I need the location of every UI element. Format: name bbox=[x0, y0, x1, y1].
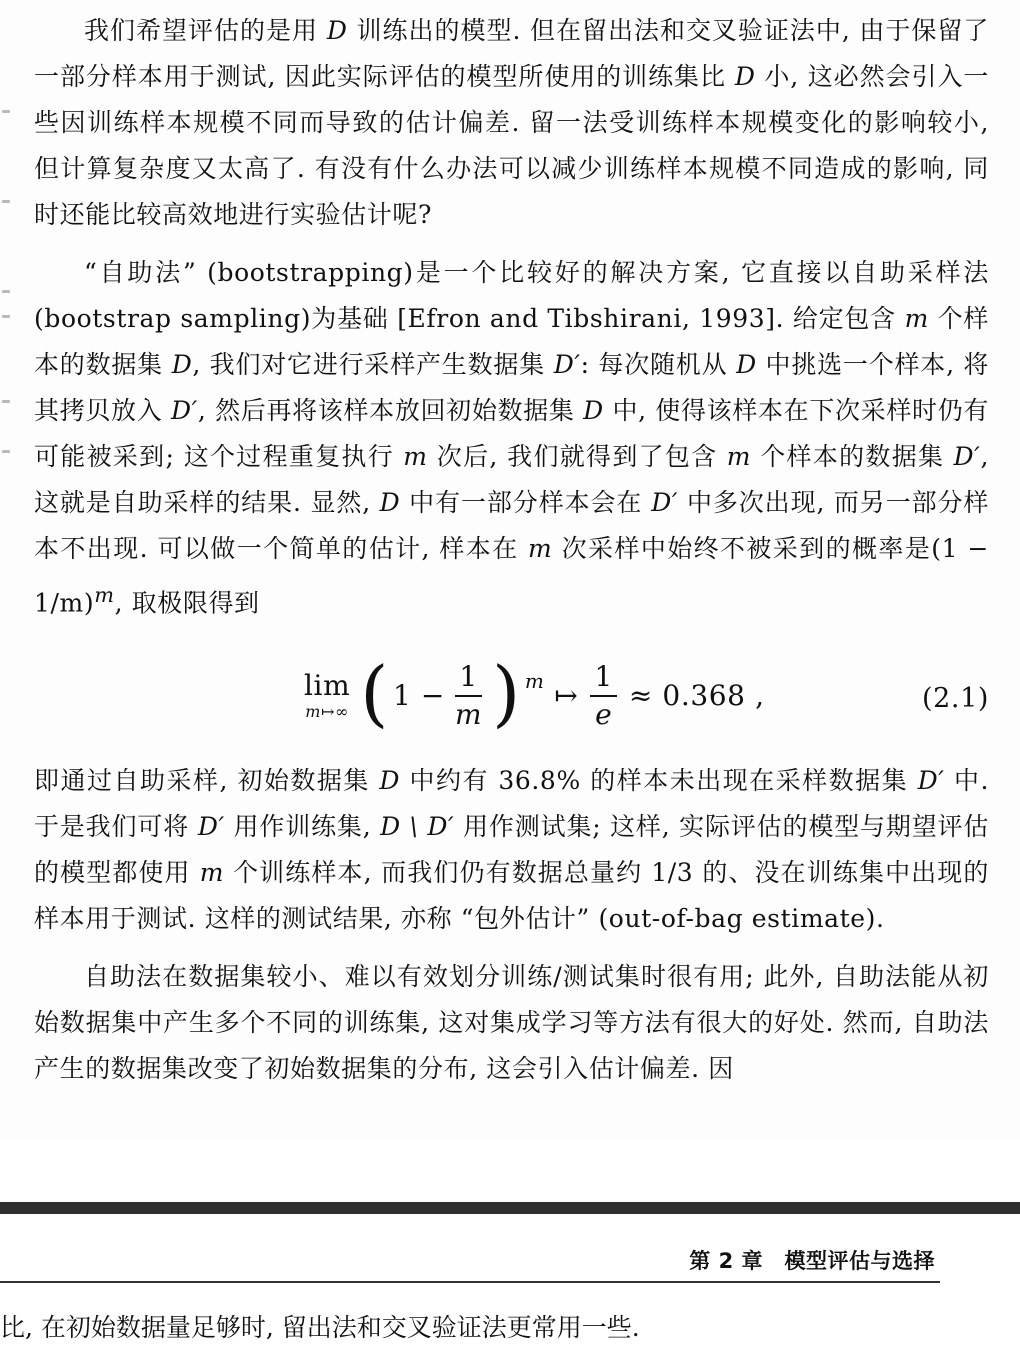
margin-mark bbox=[2, 450, 10, 453]
body-text bbox=[34, 8, 989, 1104]
text-span: 个样本的数据集 bbox=[751, 442, 954, 471]
text-span: 即通过自助采样, 初始数据集 bbox=[34, 766, 380, 796]
page-header bbox=[0, 1245, 1020, 1281]
text-span: 用作训练集, bbox=[224, 812, 381, 842]
close-paren: ) bbox=[492, 651, 521, 736]
text-span: , 取极限得到 bbox=[114, 588, 260, 618]
page-separator-band bbox=[0, 1202, 1020, 1214]
parenthesized-expression bbox=[360, 651, 545, 736]
margin-mark bbox=[2, 110, 10, 113]
math-variable: m bbox=[527, 534, 553, 563]
equation-approx-value: ≈ 0.368 , bbox=[628, 679, 765, 713]
math-variable: m bbox=[904, 304, 929, 333]
text-span: 个样本的数据集 bbox=[34, 304, 989, 379]
text-span: 次采样中始终不被采到的概率是 bbox=[552, 534, 932, 563]
margin-scan-marks bbox=[2, 100, 14, 480]
text-span: 训练出的模型. 但在留出法和交叉验证法中, 由于保留了一部分样本用于测试, 因此实际评估的模型所使用的训练集比 bbox=[34, 16, 989, 91]
text-span: 用作测试集; 这样, 实际评估的模型与期望评估的模型都使用 bbox=[34, 812, 989, 888]
inline-formula: (1 − 1/m) bbox=[34, 534, 989, 618]
limit-label: lim bbox=[304, 669, 351, 703]
text-span: 我们希望评估的是用 bbox=[84, 16, 327, 45]
math-variable: D bbox=[379, 766, 401, 796]
math-variable: D bbox=[326, 16, 348, 45]
text-span: 小, 这必然会引入一些因训练样本规模不同而导致的估计偏差. 留一法受训练样本规模变化的影响较小, 但计算复杂度又太高了. 有没有什么办法可以减少训练样本规模不同造成的影响, 同时还能比较高效地进行实验估计呢? bbox=[34, 62, 989, 229]
margin-mark bbox=[2, 200, 10, 203]
header-rule bbox=[0, 1281, 940, 1283]
math-variable: m bbox=[726, 442, 752, 471]
math-variable: D′ bbox=[651, 488, 679, 517]
equation-number: (2.1) bbox=[921, 683, 989, 715]
mapsto-symbol: ↦ bbox=[554, 679, 579, 713]
math-variable: D′ bbox=[197, 812, 225, 842]
paragraph-3 bbox=[34, 758, 989, 942]
text-span: , 这就是自助采样的结果. 显然, bbox=[34, 442, 989, 517]
math-variable: D′ bbox=[171, 396, 198, 425]
math-variable: m bbox=[403, 442, 428, 471]
text-span: 中多次出现, 而另一部分样本不出现. 可以做一个简单的估计, 样本在 bbox=[34, 488, 990, 563]
paragraph-1 bbox=[34, 8, 989, 238]
math-variable: D bbox=[736, 350, 757, 379]
math-variable: D \ D′ bbox=[380, 812, 455, 842]
paragraph-4 bbox=[34, 954, 989, 1092]
open-paren: ( bbox=[360, 651, 389, 736]
math-variable: D′ bbox=[953, 442, 981, 471]
text-span: 中挑选一个样本, 将其拷贝放入 bbox=[34, 350, 989, 425]
margin-mark bbox=[2, 290, 10, 293]
text-span: “自助法” (bootstrapping)是一个比较好的解决方案, 它直接以自助采样法(bootstrap sampling)为基础 [Efron and Tibshirani, 1993]. 给定包含 bbox=[34, 258, 989, 333]
equation-exponent: m bbox=[524, 669, 545, 694]
margin-mark bbox=[2, 315, 10, 318]
paragraph-2 bbox=[34, 250, 989, 626]
fraction-numerator: 1 bbox=[590, 663, 616, 697]
text-span: , 然后再将该样本放回初始数据集 bbox=[197, 396, 584, 425]
text-span: 次后, 我们就得到了包含 bbox=[427, 442, 727, 471]
inline-exponent: m bbox=[94, 583, 115, 607]
text-span: 中约有 36.8% 的样本未出现在采样数据集 bbox=[400, 766, 918, 796]
text-span: 自助法在数据集较小、难以有效划分训练/测试集时很有用; 此外, 自助法能从初始数据集中产生多个不同的训练集, 这对集成学习等方法有很大的好处. 然而, 自助法产生的数据集改变了初始数据集的分布, 这会引入估计偏差. 因 bbox=[34, 962, 989, 1084]
equation-term: 1 − bbox=[392, 679, 445, 713]
chapter-header: 第 2 章 模型评估与选择 bbox=[689, 1249, 935, 1273]
limit-operator bbox=[304, 669, 351, 722]
text-span: 个训练样本, 而我们仍有数据总量约 1/3 的、没在训练集中出现的样本用于测试. 这样的测试结果, 亦称 “包外估计” (out-of-bag estimate). bbox=[34, 858, 989, 934]
math-variable: D′ bbox=[917, 766, 945, 796]
math-variable: D bbox=[734, 62, 756, 91]
math-variable: D bbox=[171, 350, 193, 379]
fraction-denominator: e bbox=[595, 698, 613, 732]
text-span: : 每次随机从 bbox=[580, 350, 737, 379]
equation-2-1 bbox=[34, 638, 989, 746]
text-span: 中, 使得该样本在下次采样时仍有可能被采到; 这个过程重复执行 bbox=[34, 396, 989, 471]
fraction-one-over-m bbox=[451, 660, 486, 732]
math-variable: D bbox=[583, 396, 604, 425]
math-variable: D bbox=[379, 488, 401, 517]
text-span: , 我们对它进行采样产生数据集 bbox=[192, 350, 554, 379]
math-variable: m bbox=[199, 858, 224, 888]
text-span: 中有一部分样本会在 bbox=[400, 488, 652, 517]
fraction-one-over-e bbox=[590, 660, 616, 732]
margin-mark bbox=[2, 400, 10, 403]
limit-subscript: m↦∞ bbox=[305, 702, 349, 722]
next-page-text: 比, 在初始数据量足够时, 留出法和交叉验证法更常用一些. bbox=[0, 1313, 640, 1342]
text-span: 中. 于是我们可将 bbox=[34, 766, 990, 842]
fraction-numerator: 1 bbox=[455, 663, 481, 697]
fraction-denominator: m bbox=[454, 698, 483, 732]
equation-body bbox=[304, 652, 765, 740]
math-variable: D′ bbox=[553, 350, 581, 379]
